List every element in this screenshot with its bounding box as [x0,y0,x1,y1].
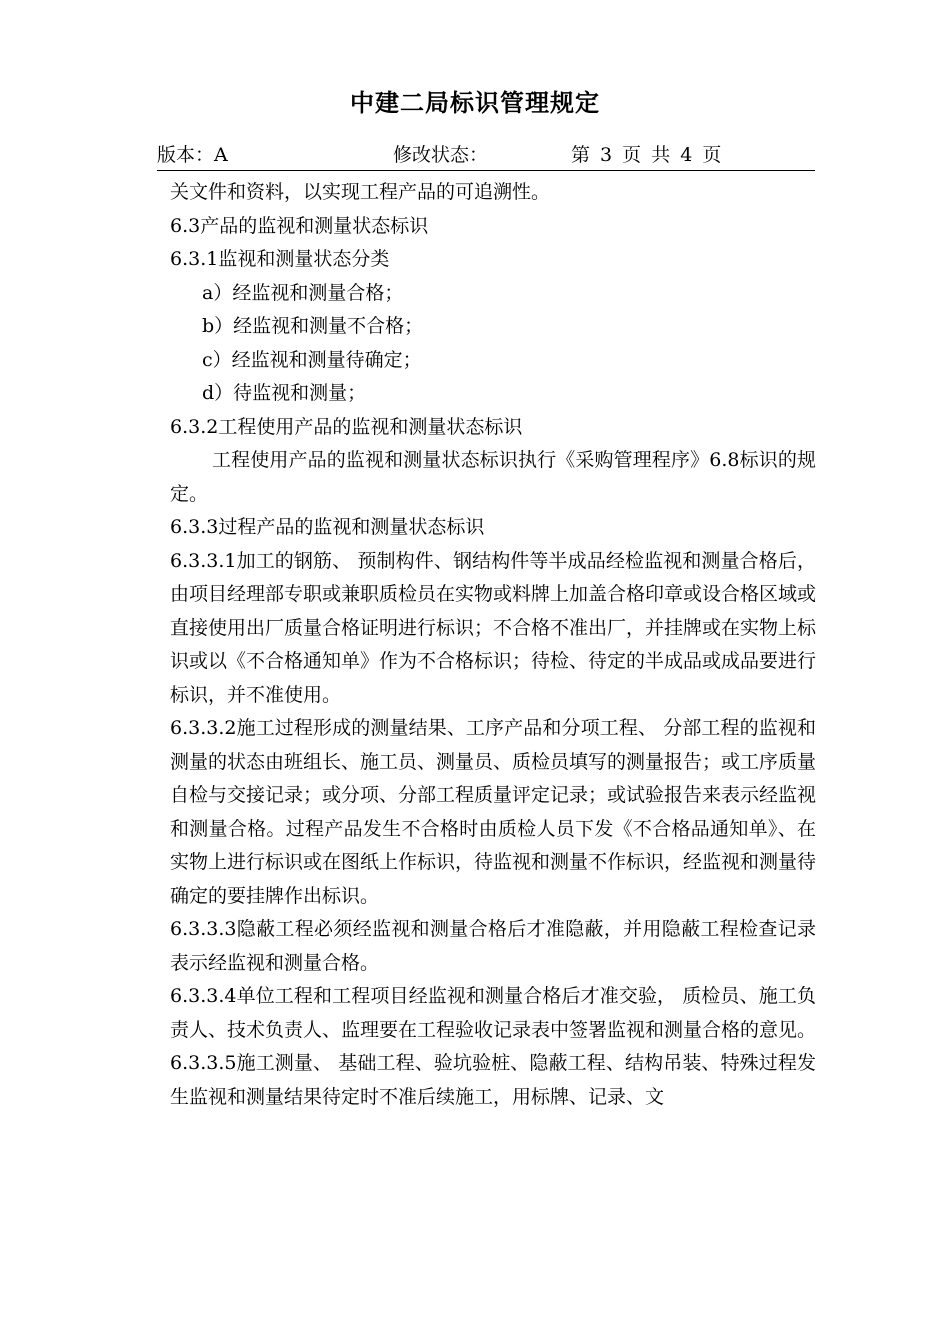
paragraph-6-3-2-body: 工程使用产品的监视和测量状态标识执行《采购管理程序》6.8标识的规定。 [170,449,816,505]
list-item-b: b）经监视和测量不合格； [202,315,424,337]
paragraph-6-3-3-5: 6.3.3.5施工测量、 基础工程、验坑验桩、隐蔽工程、结构吊装、特殊过程发生监视和测量结果待定时不准后续施工，用标牌、记录、文 [170,1052,816,1108]
section-heading-6-3-1: 6.3.1监视和测量状态分类 [170,248,390,270]
paragraph-continuation: 关文件和资料，以实现工程产品的可追溯性。 [170,181,551,203]
document-title: 中建二局标识管理规定 [350,89,600,117]
document-body [170,176,816,1114]
list-item-a: a）经监视和测量合格； [202,281,404,304]
page-number-label: 第 3 页 共 4 页 [571,144,722,166]
section-heading-6-3: 6.3产品的监视和测量状态标识 [170,214,429,237]
paragraph-6-3-3-2: 6.3.3.2施工过程形成的测量结果、工序产品和分项工程、 分部工程的监视和测量的状态由班组长、施工员、测量员、质检员填写的测量报告；或工序质量自检与交接记录；或分项、分部工程质量评定记录；或试验报告来表示经监视和测量合格。过程产品发生不合格时由质检人员下发《不合格品通知单》、在实物上进行标识或在图纸上作标识，待监视和测量不作标识，经监视和测量待确定的要挂牌作出标识。 [170,717,817,907]
paragraph-6-3-3-3: 6.3.3.3隐蔽工程必须经监视和测量合格后才准隐蔽，并用隐蔽工程检查记录表示经监视和测量合格。 [170,918,816,974]
revision-status-label: 修改状态： [393,144,489,166]
paragraph-6-3-3-4: 6.3.3.4单位工程和工程项目经监视和测量合格后才准交验， 质检员、施工负责人、技术负责人、监理要在工程验收记录表中签署监视和测量合格的意见。 [170,985,817,1041]
list-item-c: c）经监视和测量待确定； [202,348,422,371]
list-item-d: d）待监视和测量； [202,382,367,404]
paragraph-6-3-3-1: 6.3.3.1加工的钢筋、 预制构件、钢结构件等半成品经检监视和测量合格后，由项目经理部专职或兼职质检员在实物或料牌上加盖合格印章或设合格区域或直接使用出厂质量合格证明进行标识；不合格不准出厂，并挂牌或在实物上标识或以《不合格通知单》作为不合格标识；待检、待定的半成品或成品要进行标识，并不准使用。 [170,549,817,706]
section-heading-6-3-2: 6.3.2工程使用产品的监视和测量状态标识 [170,415,523,438]
version-label: 版本：A [157,144,228,166]
document-header [157,140,815,171]
section-heading-6-3-3: 6.3.3过程产品的监视和测量状态标识 [170,516,485,538]
